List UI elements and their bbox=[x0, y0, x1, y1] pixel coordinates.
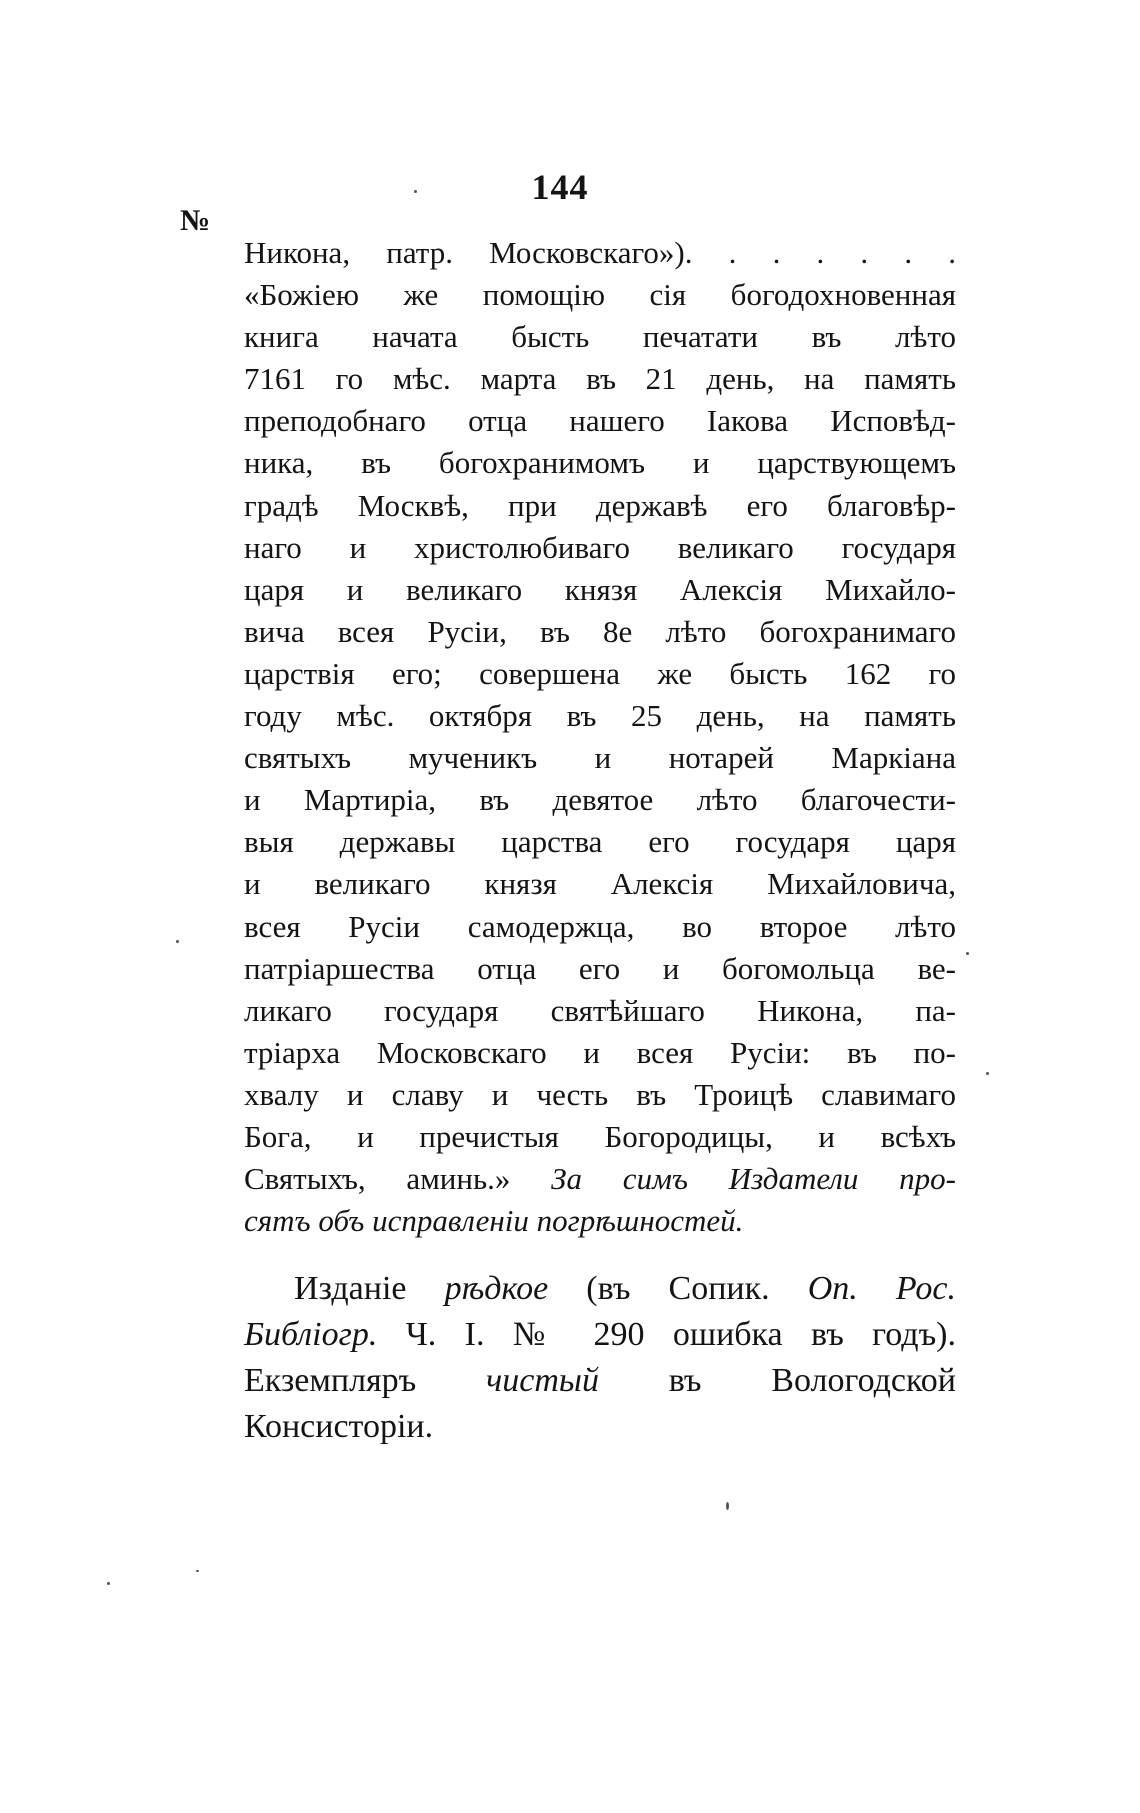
text-line: наго и христолюбиваго великаго государя bbox=[244, 529, 956, 565]
text-line: хвалу и славу и честь въ Троицѣ славимаго bbox=[244, 1076, 956, 1112]
print-speck bbox=[414, 190, 417, 193]
print-speck bbox=[986, 1072, 989, 1075]
text-line: сятъ объ исправленiи погрѣшностей. bbox=[244, 1203, 744, 1239]
text-line: Бога, и пречистыя Богородицы, и всѣхъ bbox=[244, 1118, 956, 1154]
text-line: «Божiею же помощiю сiя богодохновенная bbox=[244, 277, 956, 313]
bibliographic-notice bbox=[244, 1266, 956, 1450]
print-speck bbox=[966, 952, 969, 955]
text-line: Святыхъ, аминь.» За симъ Издатели про- bbox=[244, 1161, 956, 1197]
text-line: святыхъ мученикъ и нотарей Маркiана bbox=[244, 740, 956, 776]
text-line: 7161 го мѣс. марта въ 21 день, на память bbox=[244, 361, 956, 397]
text-line: Никона, патр. Московскаго»). . . . . . . bbox=[244, 235, 956, 270]
text-line: царя и великаго князя Алексiя Михайло- bbox=[244, 571, 956, 607]
notice-line: Изданiе рѣдкое (въ Сопик. Оп. Рос. bbox=[294, 1270, 957, 1307]
text-line: ника, въ богохранимомъ и царствующемъ bbox=[244, 445, 956, 481]
print-speck bbox=[726, 1502, 729, 1510]
notice-line: Библiогр. Ч. I. № 290 ошибка въ годъ). bbox=[244, 1316, 956, 1353]
text-line: книга начата бысть печатати въ лѣто bbox=[244, 319, 956, 355]
text-line: всея Русiи самодержца, во второе лѣто bbox=[244, 908, 956, 944]
text-line: трiарха Московскаго и всея Русiи: въ по- bbox=[244, 1034, 956, 1070]
text-line: году мѣс. октября въ 25 день, на память bbox=[244, 698, 956, 734]
text-line: и великаго князя Алексiя Михайловича, bbox=[244, 866, 956, 902]
text-line: патрiаршества отца его и богомольца ве- bbox=[244, 950, 956, 986]
numero-mark: № bbox=[180, 204, 211, 237]
colophon-quotation bbox=[244, 232, 956, 1242]
notice-line: Консисторiи. bbox=[244, 1408, 434, 1445]
text-line: преподобнаго отца нашего Iакова Исповѣд- bbox=[244, 403, 956, 439]
text-line: выя державы царства его государя царя bbox=[244, 824, 956, 860]
text-line: вича всея Русiи, въ 8е лѣто богохранимаго bbox=[244, 613, 956, 649]
text-line: ликаго государя святѣйшаго Никона, па- bbox=[244, 992, 956, 1028]
text-line: царствiя его; совершена же бысть 162 го bbox=[244, 655, 956, 691]
text-line: градѣ Москвѣ, при державѣ его благовѣр- bbox=[244, 487, 956, 523]
notice-line: Екземпляръ чистый въ Вологодской bbox=[244, 1362, 956, 1399]
text-line: и Мартирiа, въ девятое лѣто благочести- bbox=[244, 782, 956, 818]
print-speck bbox=[176, 940, 179, 943]
print-speck bbox=[196, 1570, 199, 1572]
page-number: 144 bbox=[531, 167, 589, 207]
print-speck bbox=[107, 1582, 110, 1585]
